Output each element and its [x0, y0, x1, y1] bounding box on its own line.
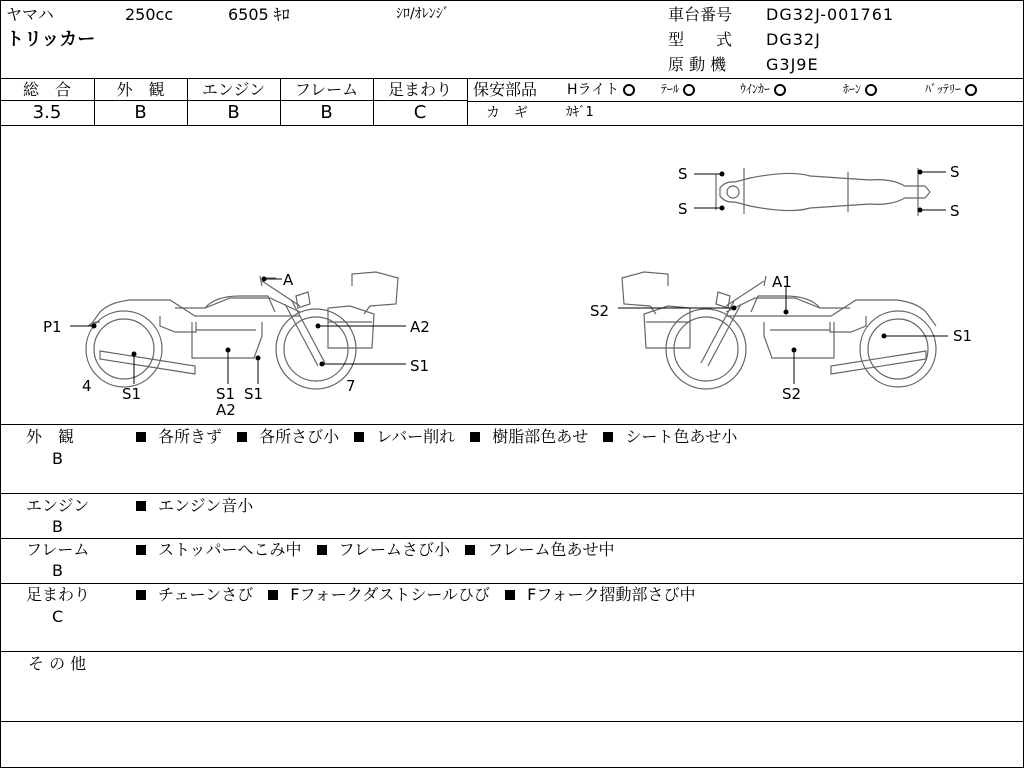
safety-item-name: ﾃｰﾙ — [661, 82, 680, 96]
ok-circle-icon — [683, 84, 695, 96]
divider — [0, 538, 1024, 539]
key-label: カ ギ — [486, 105, 528, 121]
engine-grade-label: エンジン — [201, 80, 266, 99]
diagram-label: A2 — [410, 318, 430, 336]
condition-grade: C — [52, 607, 64, 626]
bullet-square-icon — [603, 432, 613, 442]
bullet-square-icon — [465, 545, 475, 555]
diagram-label: S — [950, 163, 960, 181]
diagram-label: 7 — [346, 377, 356, 395]
safety-item-battery — [925, 83, 977, 96]
engine-grade: B — [227, 102, 240, 123]
condition-label: フレーム — [26, 540, 90, 559]
type-value: DG32J — [766, 30, 821, 49]
diagram-label: A — [283, 271, 294, 289]
bullet-square-icon — [136, 501, 146, 511]
diagram-label: S1 — [410, 357, 430, 375]
condition-label: エンジン — [26, 496, 90, 515]
safety-item-name: ﾎｰﾝ — [843, 82, 862, 96]
ok-circle-icon — [623, 84, 635, 96]
bullet-square-icon — [470, 432, 480, 442]
color: ｼﾛ/ｵﾚﾝｼﾞ — [396, 6, 450, 22]
diagram-label: S1 — [244, 385, 264, 403]
condition-items: ストッパーへこみ中 フレームさび小 フレーム色あせ中 — [136, 542, 624, 558]
condition-label: 外 観 — [26, 427, 75, 446]
divider — [0, 721, 1024, 722]
diagram-label: P1 — [43, 318, 62, 336]
diagram-label: S1 — [216, 385, 236, 403]
divider — [0, 78, 1024, 79]
diagram-label: S2 — [782, 385, 802, 403]
ok-circle-icon — [774, 84, 786, 96]
condition-grade: B — [52, 449, 63, 468]
divider — [0, 583, 1024, 584]
model-name: トリッカー — [6, 29, 96, 50]
safety-label: 保安部品 — [473, 80, 538, 99]
exterior-label: 外 観 — [116, 80, 165, 99]
divider — [0, 493, 1024, 494]
key-value: ｶｷﾞ1 — [566, 105, 594, 120]
frame-no: DG32J-001761 — [766, 5, 895, 24]
diagram-label: 4 — [82, 377, 92, 395]
diagram-label: S — [678, 200, 688, 218]
diagram-label: S — [678, 165, 688, 183]
bullet-square-icon — [354, 432, 364, 442]
displacement: 250cc — [125, 5, 174, 24]
engine-value: G3J9E — [766, 55, 819, 74]
bullet-square-icon — [136, 590, 146, 600]
condition-items: 各所きず 各所さび小 レバー削れ 樹脂部色あせ シート色あせ小 — [136, 429, 747, 445]
motorcycle-damage-diagram — [0, 126, 1024, 424]
condition-grade: B — [52, 517, 63, 536]
safety-item-tail — [661, 83, 695, 96]
ok-circle-icon — [865, 84, 877, 96]
ok-circle-icon — [965, 84, 977, 96]
exterior-grade: B — [134, 102, 147, 123]
diagram-label: A1 — [772, 273, 792, 291]
condition-label: 足まわり — [26, 585, 91, 604]
safety-item-winker — [740, 83, 786, 96]
bullet-square-icon — [317, 545, 327, 555]
divider — [467, 78, 468, 125]
condition-grade: B — [52, 561, 63, 580]
diagram-label: S1 — [953, 327, 973, 345]
diagram-label: S1 — [122, 385, 142, 403]
safety-item-horn — [843, 83, 877, 96]
type-label: 型 式 — [668, 30, 733, 49]
safety-item-name: ﾊﾞｯﾃﾘｰ — [925, 82, 962, 96]
overall-label: 総 合 — [22, 80, 71, 99]
frame-no-label: 車台番号 — [668, 5, 733, 24]
left-side-bike-drawing — [86, 272, 398, 389]
frame-grade: B — [320, 102, 333, 123]
bullet-square-icon — [505, 590, 515, 600]
safety-item-name: Hライト — [567, 82, 620, 98]
engine-label: 原 動 機 — [668, 55, 727, 74]
suspension-grade: C — [413, 102, 427, 123]
maker: ヤマハ — [6, 5, 54, 24]
divider — [0, 100, 467, 101]
divider — [0, 424, 1024, 425]
diagram-label: A2 — [216, 401, 236, 419]
bullet-square-icon — [237, 432, 247, 442]
bullet-square-icon — [268, 590, 278, 600]
other-label: そ の 他 — [28, 654, 87, 673]
divider — [0, 651, 1024, 652]
condition-items: チェーンさび Fフォークダストシールひび Fフォーク摺動部さび中 — [136, 587, 706, 603]
frame-grade-label: フレーム — [294, 80, 359, 99]
safety-item-headlight — [567, 83, 635, 97]
diagram-label: S2 — [590, 302, 610, 320]
divider — [467, 101, 1024, 102]
diagram-label: S — [950, 202, 960, 220]
top-view-bike-drawing — [716, 168, 930, 216]
safety-item-name: ｳｲﾝｶｰ — [740, 82, 771, 96]
bullet-square-icon — [136, 545, 146, 555]
suspension-grade-label: 足まわり — [387, 80, 452, 99]
mileage: 6505 ｷﾛ — [228, 5, 290, 24]
bullet-square-icon — [136, 432, 146, 442]
overall-grade: 3.5 — [32, 102, 62, 123]
condition-items: エンジン音小 — [136, 498, 263, 514]
